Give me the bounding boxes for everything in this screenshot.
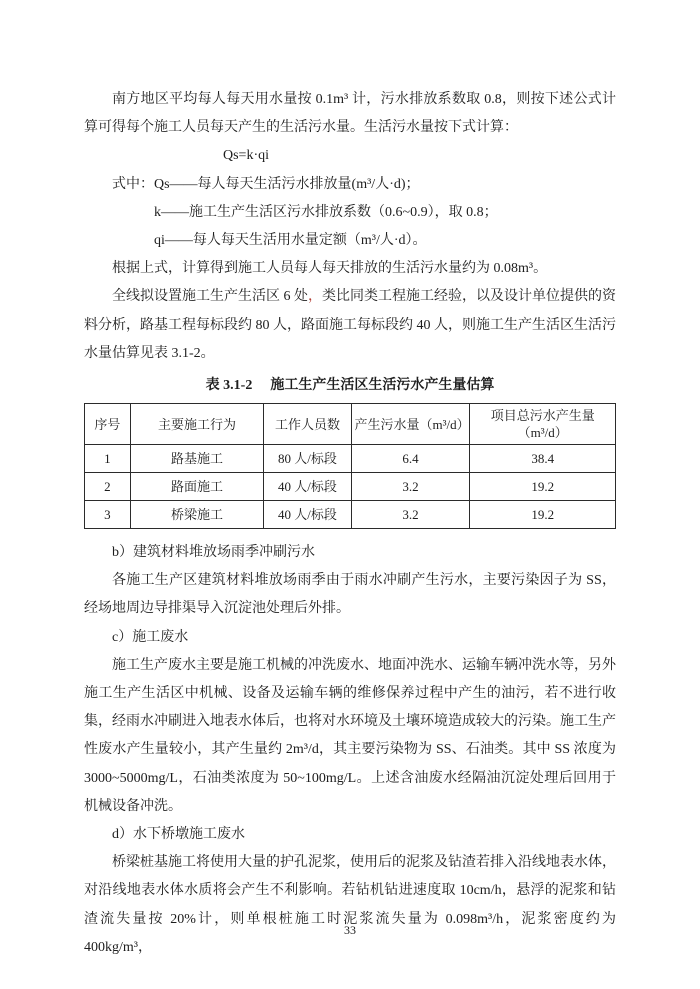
header-cell-serial: 序号 bbox=[85, 404, 131, 445]
cell-activity: 路面施工 bbox=[130, 473, 264, 501]
cell-workers: 40 人/标段 bbox=[264, 501, 351, 529]
para-construction-sites-text: 全线拟设置施工生产生活区 6 处 bbox=[112, 289, 308, 305]
cell-total: 19.2 bbox=[470, 501, 616, 529]
formula-def-qi: qi——每人每天生活用水量定额（m³/人·d）。 bbox=[154, 233, 427, 249]
formula-qs: Qs=k·qi bbox=[223, 148, 270, 164]
heading-c: c）施工废水 bbox=[112, 629, 189, 645]
table-header-row bbox=[85, 404, 616, 445]
cell-total: 19.2 bbox=[470, 473, 616, 501]
cell-serial: 2 bbox=[85, 473, 131, 501]
heading-b: b）建筑材料堆放场雨季冲刷污水 bbox=[112, 545, 315, 561]
table-caption bbox=[84, 375, 616, 396]
table-caption-label: 表 3.1-2 bbox=[205, 378, 253, 394]
revision-comma: ， bbox=[308, 289, 322, 305]
cell-activity: 桥梁施工 bbox=[130, 501, 264, 529]
header-cell-total: 项目总污水产生量（m³/d） bbox=[470, 404, 616, 445]
para-water-usage: 南方地区平均每人每天用水量按 0.1m³ 计，污水排放系数取 0.8，则按下述公式计算可得每个施工人员每天产生的生活污水量。生活污水量按下式计算： bbox=[84, 92, 616, 136]
cell-sewage: 6.4 bbox=[351, 445, 470, 473]
header-cell-workers: 工作人员数 bbox=[264, 404, 351, 445]
para-b: 各施工生产区建筑材料堆放场雨季由于雨水冲刷产生污水，主要污染因子为 SS，经场地周边导排渠导入沉淀池处理后外排。 bbox=[84, 573, 616, 617]
cell-activity: 路基施工 bbox=[130, 445, 264, 473]
header-cell-sewage: 产生污水量（m³/d） bbox=[351, 404, 470, 445]
formula-def-qs: 式中：Qs——每人每天生活污水排放量(m³/人·d)； bbox=[112, 176, 420, 192]
para-c: 施工生产废水主要是施工机械的冲洗废水、地面冲洗水、运输车辆冲洗水等，另外施工生产生活区中机械、设备及运输车辆的维修保养过程中产生的油污，若不进行收集，经雨水冲刷进入地表水体后，也将对水环境及土壤环境造成较大的污染。施工生产性废水产生量较小，其产生量约 2m³/d，其主要污染物为 SS、石油类。其中 SS 浓度为 3000~5000mg/L，石油类浓度为 50~100mg/L。上述含油废水经隔油沉淀处理后回用于机械设备冲洗。 bbox=[84, 657, 616, 814]
cell-serial: 3 bbox=[85, 501, 131, 529]
para-sewage-result: 根据上式，计算得到施工人员每人每天排放的生活污水量约为 0.08m³。 bbox=[112, 261, 548, 277]
cell-workers: 40 人/标段 bbox=[264, 473, 351, 501]
table-row bbox=[85, 445, 616, 473]
cell-sewage: 3.2 bbox=[351, 501, 470, 529]
cell-workers: 80 人/标段 bbox=[264, 445, 351, 473]
table-caption-title: 施工生产生活区生活污水产生量估算 bbox=[270, 378, 495, 394]
page-number: 33 bbox=[344, 923, 356, 937]
sewage-estimate-table bbox=[84, 403, 616, 529]
cell-sewage: 3.2 bbox=[351, 473, 470, 501]
header-cell-activity: 主要施工行为 bbox=[130, 404, 264, 445]
para-construction-sites bbox=[84, 283, 616, 368]
para-construction-sites-text2: 类比同类工程施工经验，以及设计单位提供的资料分析，路基工程每标段约 80 人，路面施工每标段约 40 人，则施工生产生活区生活污水量估算见表 3.1-2。 bbox=[84, 289, 616, 361]
table-row bbox=[85, 473, 616, 501]
heading-d: d）水下桥墩施工废水 bbox=[112, 827, 245, 843]
para-d: 桥梁桩基施工将使用大量的护孔泥浆，使用后的泥浆及钻渣若排入沿线地表水体，对沿线地表水体水质将会产生不利影响。若钻机钻进速度取 10cm/h，悬浮的泥浆和钻渣流失量按 20%计，则单根桩施工时泥浆流失量为 0.098m³/h，泥浆密度约为 400kg/m³， bbox=[84, 855, 616, 955]
cell-serial: 1 bbox=[85, 445, 131, 473]
table-row bbox=[85, 501, 616, 529]
cell-total: 38.4 bbox=[470, 445, 616, 473]
formula-def-k: k——施工生产生活区污水排放系数（0.6~0.9），取 0.8； bbox=[154, 204, 498, 220]
